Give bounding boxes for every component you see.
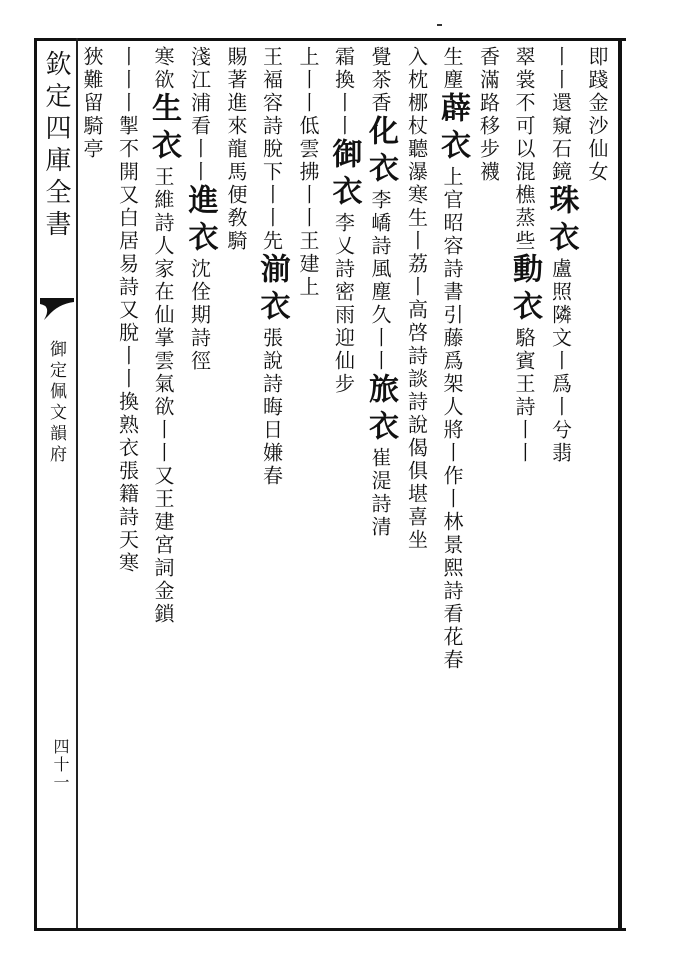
entry-text: 入枕梛杖聽瀑寒生丨荔丨高啓詩談詩說偈俱堪喜坐 xyxy=(404,46,429,552)
entry-heading: 化衣 xyxy=(363,115,398,189)
top-border-rule xyxy=(34,38,626,41)
fish-tail-mark-icon xyxy=(38,296,76,322)
entry-heading: 御衣 xyxy=(326,138,362,212)
body-text xyxy=(80,46,614,922)
ink-mark xyxy=(437,24,442,26)
entry-text: 丨掣不開又白居易詩又脫丨丨換熟衣張籍詩天寒 xyxy=(115,92,140,575)
bottom-border-rule xyxy=(34,928,626,931)
text-column xyxy=(181,46,218,922)
entry-text: 覺茶香 xyxy=(368,46,392,115)
sub-title: 御定佩文韻府 xyxy=(46,340,66,466)
entry-text: 生塵 xyxy=(440,46,464,92)
entry-heading: 薜衣 xyxy=(435,92,470,166)
text-column xyxy=(290,46,326,922)
entry-text: 即踐金沙仙女 xyxy=(585,46,609,184)
text-column xyxy=(80,46,109,922)
entry-text: 上丨丨 xyxy=(296,46,320,115)
entry-text: 崔湜詩清 xyxy=(368,447,392,539)
text-column xyxy=(470,46,506,922)
entry-text: 淺江浦看丨丨 xyxy=(187,46,212,184)
entry-heading: 進衣 xyxy=(182,184,218,258)
text-column xyxy=(434,46,471,922)
entry-text: 張說詩晦日嫌春 xyxy=(259,327,284,488)
entry-text: 香滿路移步襪 xyxy=(476,46,501,184)
entry-text: 駱賓王詩丨丨 xyxy=(512,327,536,465)
entry-text: 丨丨還窺石鏡 xyxy=(548,46,573,184)
text-column xyxy=(362,46,399,922)
entry-text: 狹難留騎亭 xyxy=(80,46,104,161)
entry-text: 低雲拂丨丨王建上 xyxy=(296,115,320,299)
entry-heading: 動衣 xyxy=(507,253,542,327)
entry-heading: 旅衣 xyxy=(363,373,398,447)
text-column xyxy=(253,46,290,922)
margin-divider-line xyxy=(76,38,78,931)
entry-text: 霜換丨丨 xyxy=(331,46,356,138)
text-column xyxy=(109,46,145,922)
entry-text: 沈佺期詩徑 xyxy=(187,258,212,373)
entry-heading: 湔衣 xyxy=(254,253,290,327)
entry-heading: 生衣 xyxy=(146,92,181,166)
text-column xyxy=(579,46,615,922)
entry-text: 李乂詩密雨迎仙步 xyxy=(331,212,356,396)
entry-text: 寒欲 xyxy=(151,46,175,92)
entry-text: 王維詩人家在仙掌雲氣欲丨丨又王建宮詞金鎖 xyxy=(151,166,175,626)
entry-text: 賜著進來龍馬便敎騎 xyxy=(224,46,248,253)
entry-text: 王褔容詩脫下丨丨先 xyxy=(259,46,284,253)
page-number: 四十一 xyxy=(51,738,70,792)
left-border-rule xyxy=(34,38,37,931)
entry-text: 丨丨 xyxy=(115,46,140,92)
right-border-rule xyxy=(618,38,622,931)
text-column xyxy=(542,46,579,922)
book-title: 欽定四庫全書 xyxy=(41,50,71,242)
entry-heading: 珠衣 xyxy=(543,184,579,258)
entry-text: 上官昭容詩書引藤爲架人將丨作丨林景熙詩看花春 xyxy=(440,166,464,672)
text-column xyxy=(218,46,254,922)
text-column xyxy=(145,46,182,922)
text-column xyxy=(506,46,543,922)
entry-text: 盧照隣文丨爲丨兮翡 xyxy=(548,258,573,465)
text-column xyxy=(398,46,434,922)
entry-text: 翠裳不可以混樵蒸些 xyxy=(512,46,536,253)
text-column xyxy=(325,46,362,922)
entry-text: 李嶠詩風塵久丨丨 xyxy=(368,189,392,373)
